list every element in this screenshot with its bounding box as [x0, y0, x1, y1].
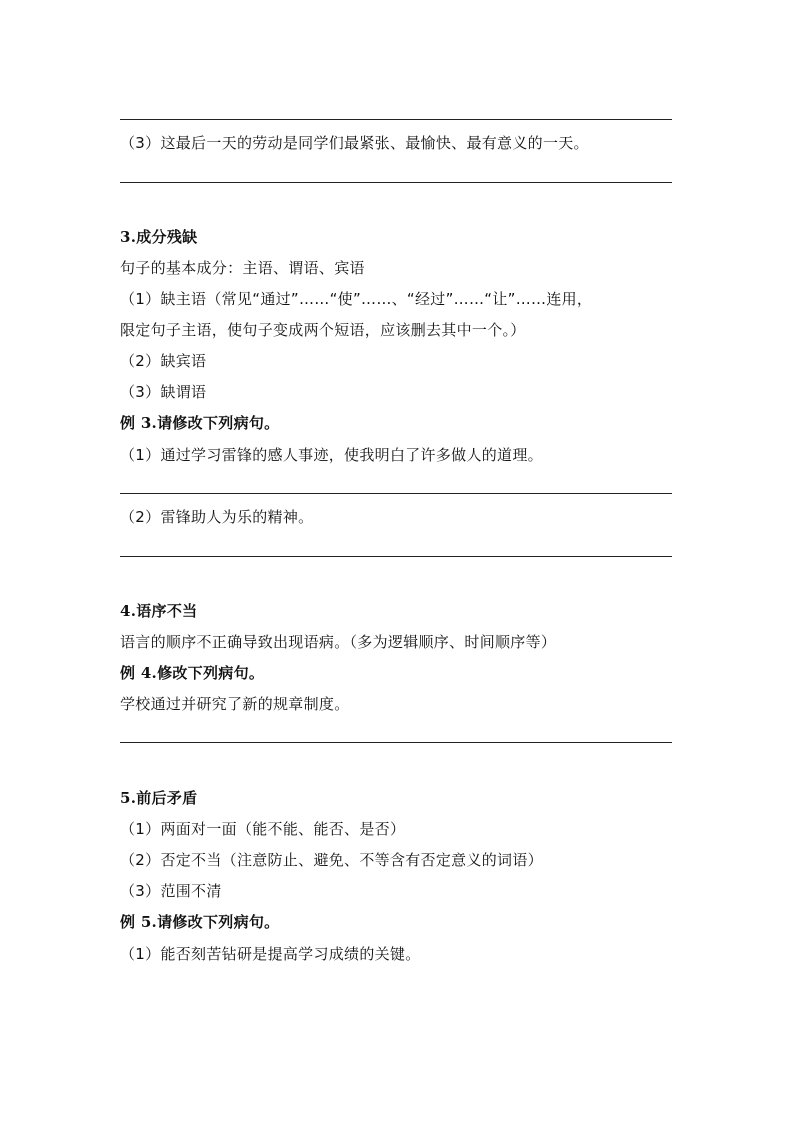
answer-line [120, 493, 672, 494]
rule-item: （3）缺谓语 [120, 383, 207, 401]
rule-item: （1）两面对一面（能不能、能否、是否） [120, 820, 406, 838]
exercise-sentence: （1）通过学习雷锋的感人事迹，使我明白了许多做人的道理。 [120, 446, 543, 464]
rule-item-continued: 限定句子主语，使句子变成两个短语，应该删去其中一个。） [120, 321, 526, 339]
section-title: 3.成分残缺 [120, 228, 198, 246]
rule-item: （3）范围不清 [120, 882, 222, 900]
answer-line [120, 182, 672, 183]
rule-item: （2）缺宾语 [120, 352, 207, 370]
section-intro: 语言的顺序不正确导致出现语病。（多为逻辑顺序、时间顺序等） [120, 633, 557, 651]
rule-item: （1）缺主语（常见“通过”……“使”……、“经过”……“让”……连用， [120, 290, 593, 308]
example-title: 例 5.请修改下列病句。 [120, 913, 280, 931]
example-title: 例 3.请修改下列病句。 [120, 414, 280, 432]
exercise-sentence: （3）这最后一天的劳动是同学们最紧张、最愉快、最有意义的一天。 [120, 134, 589, 152]
rule-item: （2）否定不当（注意防止、避免、不等含有否定意义的词语） [120, 851, 543, 869]
section-title: 5.前后矛盾 [120, 789, 198, 807]
exercise-sentence: （2）雷锋助人为乐的精神。 [120, 508, 314, 526]
exercise-sentence: 学校通过并研究了新的规章制度。 [120, 695, 350, 713]
section-title: 4.语序不当 [120, 602, 198, 620]
answer-line [120, 742, 672, 743]
section-intro: 句子的基本成分：主语、谓语、宾语 [120, 259, 365, 277]
answer-line [120, 119, 672, 120]
example-title: 例 4.修改下列病句。 [120, 664, 265, 682]
answer-line [120, 556, 672, 557]
exercise-sentence: （1）能否刻苦钻研是提高学习成绩的关键。 [120, 945, 421, 963]
